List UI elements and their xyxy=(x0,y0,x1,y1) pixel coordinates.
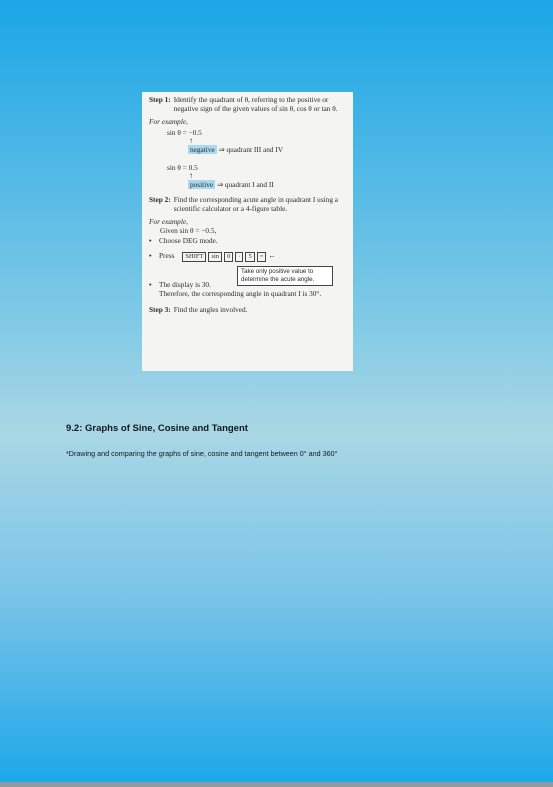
step2 xyxy=(149,195,347,213)
bullet-press-text: Press xyxy=(159,251,175,260)
negative-result-text: ⇒ quadrant III and IV xyxy=(218,145,284,154)
example-label-1: For example, xyxy=(149,117,188,126)
bullet-icon: • xyxy=(149,280,152,289)
step1-text: Identify the quadrant of θ, referring to the positive or negative sign of the given values of sin θ, cos θ or tan θ. xyxy=(173,95,338,113)
bullet-icon: • xyxy=(149,236,152,245)
calc-key: · xyxy=(235,252,243,262)
bullet-choose-text: Choose DEG mode. xyxy=(159,236,218,245)
step3-text: Find the angles involved. xyxy=(173,305,248,314)
left-arrow-icon: ← xyxy=(268,251,276,260)
step1 xyxy=(149,95,347,113)
bullet-choose xyxy=(149,236,347,245)
up-arrow-icon: ↑ xyxy=(189,136,193,145)
negative-label: negative xyxy=(190,145,215,154)
step3-label: Step 3: xyxy=(149,305,171,314)
textbook-scan xyxy=(142,92,353,371)
bullet-press xyxy=(149,251,347,262)
bullet-icon: • xyxy=(149,251,152,260)
step3 xyxy=(149,305,347,314)
calc-key: 5 xyxy=(245,252,254,262)
equation-2: sin θ = 0.5 xyxy=(167,163,198,172)
positive-result xyxy=(149,180,347,189)
bullet-display-text: The display is 30. xyxy=(159,280,211,289)
example-label-2: For example, xyxy=(149,217,188,226)
callout-box: Take only positive value to determine the acute angle. xyxy=(237,266,333,286)
calc-key: = xyxy=(257,252,267,262)
callout-row xyxy=(149,266,347,288)
calc-key: 0 xyxy=(224,252,233,262)
therefore-text: Therefore, the corresponding angle in quadrant I is 30°. xyxy=(159,289,322,298)
key-sequence xyxy=(182,251,275,262)
positive-label: positive xyxy=(190,180,214,189)
step1-label: Step 1: xyxy=(149,95,171,104)
calc-key: SHIFT xyxy=(182,252,206,262)
section-heading: 9.2: Graphs of Sine, Cosine and Tangent xyxy=(66,423,248,434)
negative-result xyxy=(149,145,347,154)
equation-1: sin θ = −0.5 xyxy=(167,128,202,137)
up-arrow-icon: ↑ xyxy=(189,171,193,180)
section-subtext: *Drawing and comparing the graphs of sine, cosine and tangent between 0° and 360° xyxy=(66,449,338,458)
bottom-bar xyxy=(0,782,553,787)
positive-result-text: ⇒ quadrant I and II xyxy=(216,180,274,189)
given-text: Given sin θ = −0.5, xyxy=(160,226,217,235)
step2-label: Step 2: xyxy=(149,195,171,204)
step2-text: Find the corresponding acute angle in quadrant I using a scientific calculator or a 4-figure table. xyxy=(173,195,339,213)
calc-key: sin xyxy=(208,252,222,262)
